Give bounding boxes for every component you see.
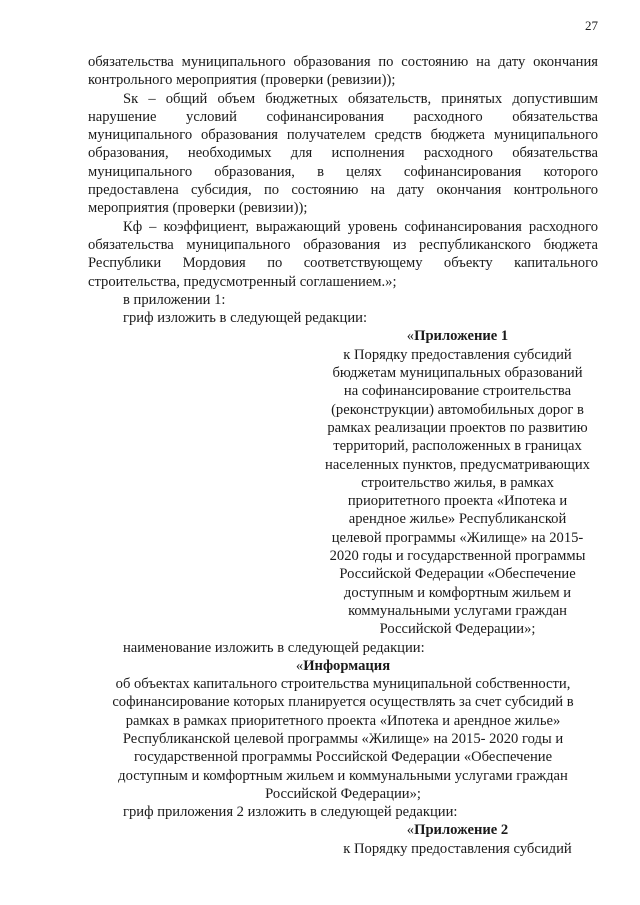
appendix-2-stamp [317, 821, 598, 858]
info-line: Российской Федерации»; [265, 785, 421, 802]
page-number: 27 [585, 18, 598, 33]
grif-line: строительство жилья, в рамках [361, 474, 554, 491]
grif-line: (реконструкции) автомобильных дорог в [331, 401, 584, 418]
paragraph: наименование изложить в следующей редакции: [123, 639, 425, 656]
info-line: об объектах капитального строительства муниципальной собственности, [115, 676, 571, 693]
appendix-1-title: Приложение 1 [414, 328, 509, 345]
information-title: Информация [303, 657, 391, 674]
paragraph: обязательства муниципального образования по состоянию на дату окончания контрольного мероприятия (проверки (ревизии)); [88, 54, 598, 89]
grif-line: населенных пунктов, предусматривающих [325, 456, 590, 473]
appendix-1-heading [317, 327, 598, 345]
grif-line: к Порядку предоставления субсидий [343, 346, 572, 363]
paragraph: гриф изложить в следующей редакции: [123, 310, 368, 327]
quote-mark: « [406, 822, 415, 839]
grif-line: Российской Федерации»; [379, 621, 536, 638]
info-line: доступным и комфортным жильем и коммунальными услугами граждан [118, 767, 568, 784]
appendix-2-title: Приложение 2 [414, 822, 509, 839]
appendix-2-heading [317, 821, 598, 839]
grif-line: бюджетам муниципальных образований [332, 365, 583, 382]
info-line: Республиканской целевой программы «Жилище» на 2015- 2020 годы и [122, 730, 564, 747]
document-body [88, 53, 598, 858]
info-line: государственной программы Российской Федерации «Обеспечение [133, 749, 553, 766]
paragraph: Кф – коэффициент, выражающий уровень софинансирования расходного обязательства муниципального образования из республиканского бюджета Республики Мордовия по соответствующему объекту капитального строительства, предусмотренный соглашением.»; [88, 218, 598, 290]
grif-line: территорий, расположенных в границах [333, 438, 582, 455]
information-heading [88, 657, 598, 675]
info-line: рамках в рамках приоритетного проекта «Ипотека и арендное жилье» [125, 712, 561, 729]
information-heading-block [88, 657, 598, 803]
paragraph: гриф приложения 2 изложить в следующей редакции: [123, 804, 458, 821]
grif-line: доступным и комфортным жильем и [343, 584, 572, 601]
quote-mark: « [295, 657, 304, 674]
quote-mark: « [406, 328, 415, 345]
appendix-1-stamp [317, 327, 598, 638]
grif-line: на софинансирование строительства [343, 383, 572, 400]
grif-line: к Порядку предоставления субсидий [343, 840, 572, 857]
grif-line: арендное жилье» Республиканской [348, 511, 567, 528]
grif-line: приоритетного проекта «Ипотека и [347, 493, 568, 510]
grif-line: целевой программы «Жилище» на 2015- [331, 529, 584, 546]
grif-line: рамках реализации проектов по развитию [327, 419, 588, 436]
grif-line: 2020 годы и государственной программы [329, 548, 586, 565]
info-line: софинансирование которых планируется осуществлять за счет субсидий в [112, 694, 574, 711]
paragraph: Sк – общий объем бюджетных обязательств, принятых допустившим нарушение условий софинансирования расходного обязательства муниципального образования получателем средств бюджета муниципального образования, необходимых для исполнения расходного обязательства муниципального образования, в целях софинансирования которого предоставлена субсидия, по состоянию на дату окончания контрольного мероприятия (проверки (ревизии)); [88, 90, 598, 217]
grif-line: Российской Федерации «Обеспечение [339, 566, 576, 583]
paragraph: в приложении 1: [123, 291, 226, 308]
grif-line: коммунальными услугами граждан [348, 602, 567, 619]
